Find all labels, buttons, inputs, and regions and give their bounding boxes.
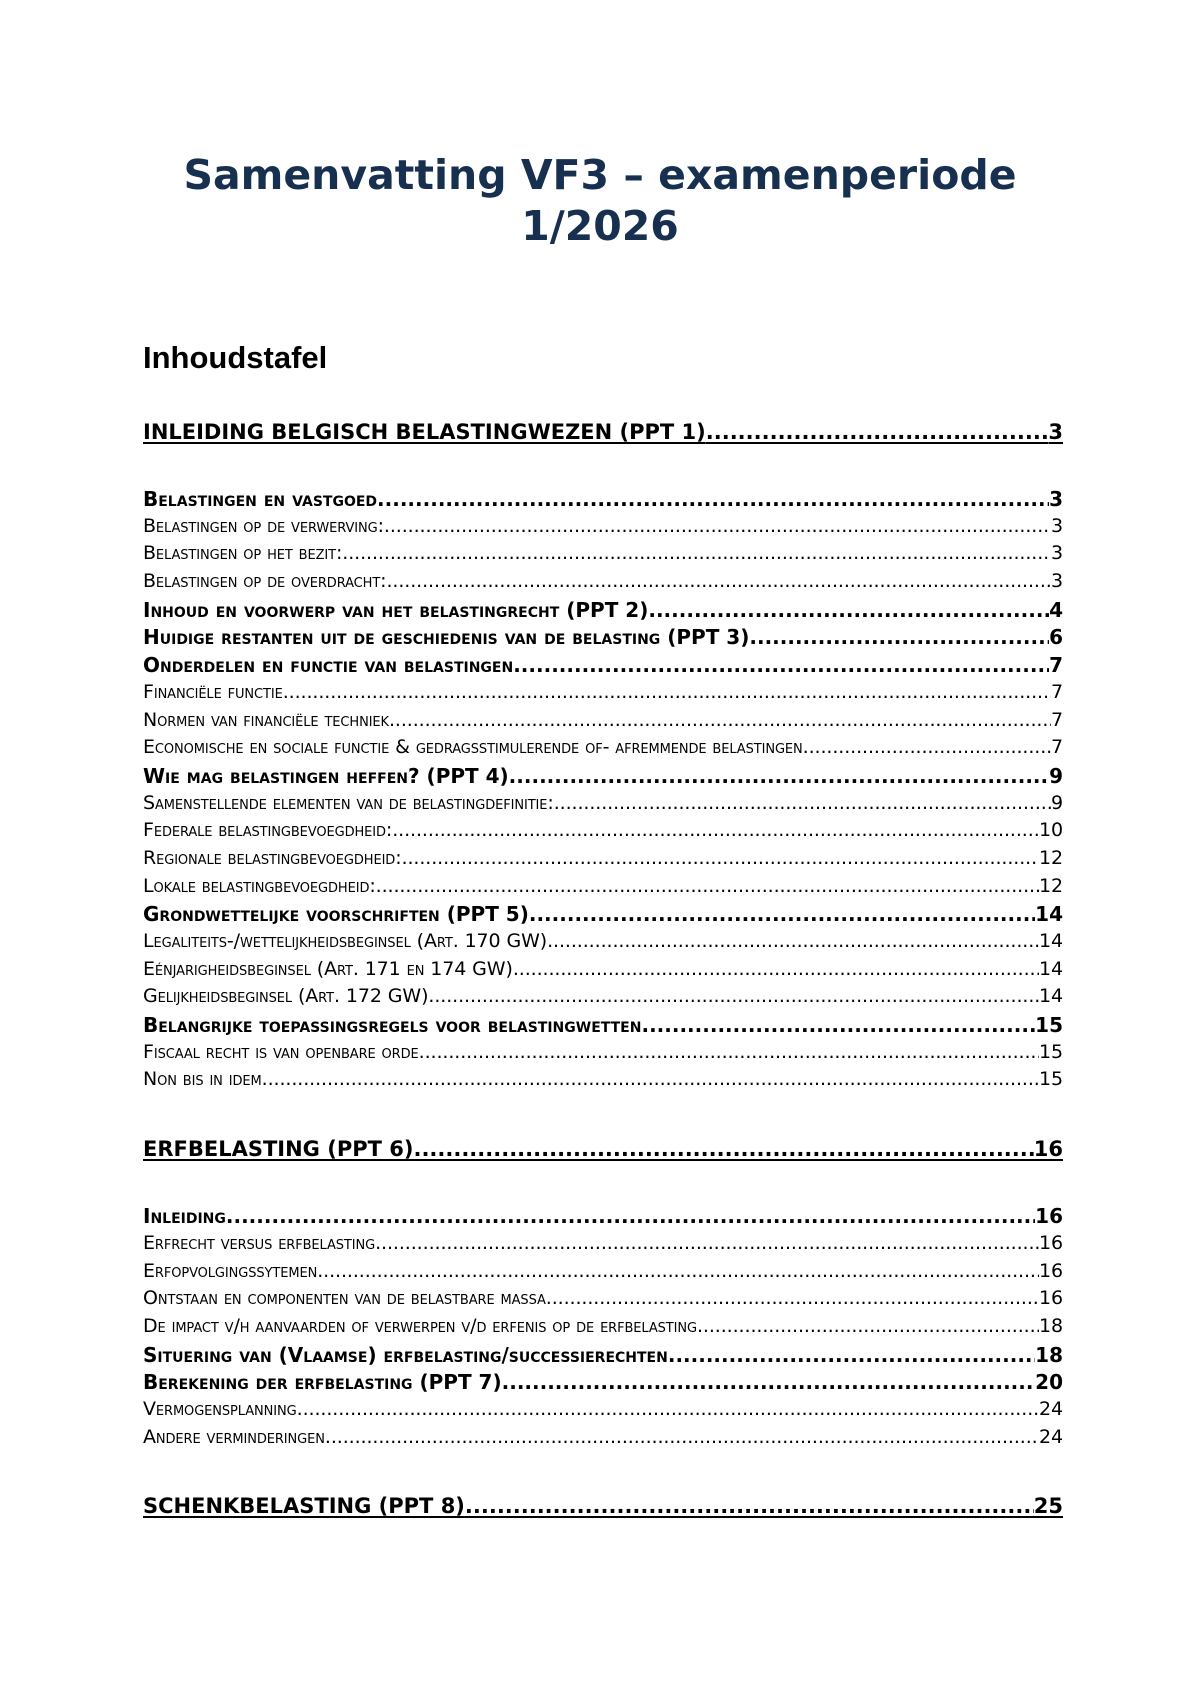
- toc-dot-leader: [413, 1137, 1033, 1161]
- toc-heading: Inhoudstafel: [143, 340, 328, 375]
- toc-page-number: 15: [1039, 1068, 1063, 1091]
- toc-entry-title: Belastingen op het bezit:: [143, 542, 343, 565]
- toc-dot-leader: [392, 819, 1039, 841]
- toc-entry-title: Financiële functie: [143, 680, 283, 703]
- toc-entry-level-3[interactable]: [143, 570, 1063, 598]
- toc-entry-title: SCHENKBELASTING (PPT 8): [143, 1494, 465, 1519]
- toc-entry-title: Inhoud en voorwerp van het belastingrecht (PPT 2): [143, 597, 649, 622]
- toc-dot-leader: [648, 598, 1049, 622]
- toc-spacer: [143, 447, 1063, 487]
- toc-dot-leader: [529, 902, 1035, 926]
- toc-entry-title: Belastingen op de overdracht:: [143, 570, 387, 593]
- toc-entry-title: Ontstaan en componenten van de belastbare massa: [143, 1287, 546, 1310]
- toc-dot-leader: [428, 985, 1039, 1007]
- toc-entry-level-3[interactable]: [143, 1315, 1063, 1343]
- toc-entry-title: Gelijkheidsbeginsel (Art. 172 GW): [143, 985, 429, 1008]
- toc-entry-title: Federale belastingbevoegdheid:: [143, 819, 393, 842]
- toc-entry-level-2[interactable]: [143, 625, 1063, 653]
- toc-page-number: 7: [1051, 736, 1063, 759]
- toc-entry-title: Onderdelen en functie van belastingen: [143, 653, 514, 678]
- toc-page-number: 24: [1039, 1397, 1063, 1420]
- toc-dot-leader: [749, 625, 1049, 649]
- toc-entry-level-3[interactable]: [143, 1426, 1063, 1454]
- toc-page-number: 7: [1051, 680, 1063, 703]
- toc-entry-title: Erfrecht versus erfbelasting: [143, 1231, 376, 1254]
- toc-entry-level-2[interactable]: [143, 1343, 1063, 1371]
- toc-dot-leader: [376, 875, 1039, 897]
- toc-entry-title: Situering van (Vlaamse) erfbelasting/successierechten: [143, 1342, 668, 1367]
- toc-entry-title: Andere verminderingen: [143, 1425, 325, 1448]
- toc-page-number: 3: [1048, 420, 1063, 444]
- toc-dot-leader: [389, 709, 1051, 731]
- toc-page-number: 14: [1035, 902, 1063, 927]
- toc-page-number: 25: [1033, 1494, 1063, 1519]
- toc-dot-leader: [419, 1041, 1039, 1063]
- toc-entry-level-3[interactable]: [143, 930, 1063, 958]
- toc-entry-title: Inleiding: [143, 1204, 226, 1229]
- toc-entry-title: De impact v/h aanvaarden of verwerpen v/d erfenis op de erfbelasting: [143, 1314, 697, 1337]
- toc-dot-leader: [509, 764, 1049, 788]
- toc-entry-title: Belangrijke toepassingsregels voor belastingwetten: [143, 1013, 642, 1038]
- toc-page-number: 15: [1035, 1013, 1063, 1038]
- toc-page-number: 9: [1051, 791, 1063, 814]
- toc-dot-leader: [325, 1426, 1039, 1448]
- toc-entry-level-1[interactable]: [143, 1137, 1063, 1164]
- toc-entry-level-2[interactable]: [143, 764, 1063, 792]
- toc-entry-level-3[interactable]: [143, 847, 1063, 875]
- toc-page-number: 14: [1039, 930, 1063, 952]
- toc-entry-title: Normen van financiële techniek: [143, 708, 389, 731]
- toc-entry-level-3[interactable]: [143, 875, 1063, 903]
- toc-page-number: 16: [1035, 1204, 1063, 1229]
- toc-dot-leader: [668, 1343, 1035, 1367]
- toc-page-number: 7: [1051, 708, 1063, 731]
- toc-entry-level-3[interactable]: [143, 1041, 1063, 1069]
- document-title: Samenvatting VF3 – examenperiode 1/2026: [183, 151, 1017, 250]
- toc-dot-leader: [513, 958, 1039, 980]
- toc-spacer: [143, 1164, 1063, 1204]
- toc-page-number: 7: [1049, 653, 1063, 678]
- toc-page-number: 6: [1049, 625, 1063, 650]
- toc-entry-level-2[interactable]: [143, 902, 1063, 930]
- toc-dot-leader: [803, 736, 1051, 758]
- toc-entry-title: Eénjarigheidsbeginsel (Art. 171 en 174 GW): [143, 957, 513, 980]
- toc-page-number: 12: [1039, 874, 1063, 897]
- toc-page-number: 16: [1039, 1259, 1063, 1282]
- toc-entry-title: Lokale belastingbevoegdheid:: [143, 874, 376, 897]
- toc-spacer: [143, 1453, 1063, 1494]
- toc-entry-level-3[interactable]: [143, 1287, 1063, 1315]
- toc-entry-title: ERFBELASTING (PPT 6): [143, 1137, 414, 1162]
- toc-dot-leader: [547, 930, 1039, 952]
- toc-page-number: 16: [1039, 1287, 1063, 1310]
- toc-entry-title: INLEIDING BELGISCH BELASTINGWEZEN (PPT 1): [143, 420, 706, 444]
- toc-entry-level-2[interactable]: [143, 598, 1063, 626]
- toc-dot-leader: [386, 570, 1051, 592]
- toc-dot-leader: [513, 653, 1049, 677]
- table-of-contents: [143, 420, 1063, 1561]
- toc-page-number: 18: [1035, 1342, 1063, 1367]
- toc-entry-title: Samenstellende elementen van de belastingdefinitie:: [143, 791, 554, 814]
- toc-page-number: 15: [1039, 1040, 1063, 1063]
- toc-page-number: 4: [1049, 597, 1063, 622]
- toc-page-number: 24: [1039, 1425, 1063, 1448]
- toc-entry-level-3[interactable]: [143, 819, 1063, 847]
- toc-dot-leader: [377, 487, 1049, 511]
- toc-entry-title: Grondwettelijke voorschriften (PPT 5): [143, 902, 529, 927]
- toc-entry-title: Erfopvolgingssytemen: [143, 1259, 318, 1282]
- toc-page-number: 12: [1039, 846, 1063, 869]
- toc-entry-level-1[interactable]: [143, 420, 1063, 447]
- toc-entry-title: Economische en sociale functie & gedragsstimulerende of- afremmende belastingen: [143, 736, 803, 759]
- toc-entry-level-3[interactable]: [143, 736, 1063, 764]
- toc-entry-level-2[interactable]: [143, 653, 1063, 681]
- toc-dot-leader: [342, 542, 1051, 564]
- toc-dot-leader: [384, 515, 1051, 537]
- toc-entry-level-3[interactable]: [143, 542, 1063, 570]
- toc-page-number: 20: [1035, 1370, 1063, 1395]
- toc-dot-leader: [465, 1494, 1034, 1518]
- toc-entry-title: Regionale belastingbevoegdheid:: [143, 846, 402, 869]
- toc-entry-level-2[interactable]: [143, 1370, 1063, 1398]
- toc-dot-leader: [502, 1370, 1036, 1394]
- toc-entry-level-3[interactable]: [143, 1398, 1063, 1426]
- toc-entry-level-1[interactable]: [143, 1494, 1063, 1521]
- toc-entry-title: Belastingen op de verwerving:: [143, 514, 384, 537]
- toc-entry-level-3[interactable]: [143, 1232, 1063, 1260]
- toc-entry-title: Non bis in idem: [143, 1068, 262, 1091]
- toc-dot-leader: [297, 1398, 1039, 1420]
- toc-dot-leader: [402, 847, 1039, 869]
- toc-page-number: 16: [1033, 1137, 1063, 1162]
- toc-page-number: 14: [1039, 985, 1063, 1008]
- toc-dot-leader: [706, 420, 1049, 444]
- toc-dot-leader: [375, 1232, 1039, 1254]
- toc-entry-title: Berekening der erfbelasting (PPT 7): [143, 1370, 502, 1395]
- toc-dot-leader: [283, 681, 1051, 703]
- toc-entry-level-3[interactable]: [143, 985, 1063, 1013]
- toc-entry-title: Belastingen en vastgoed: [143, 487, 378, 511]
- toc-dot-leader: [554, 792, 1051, 814]
- toc-entry-title: Vermogensplanning: [143, 1397, 297, 1420]
- toc-entry-level-3[interactable]: [143, 515, 1063, 543]
- toc-dot-leader: [262, 1068, 1039, 1090]
- toc-entry-title: Fiscaal recht is van openbare orde: [143, 1040, 419, 1063]
- toc-entry-level-3[interactable]: [143, 1068, 1063, 1096]
- toc-dot-leader: [546, 1287, 1039, 1309]
- toc-page-number: 3: [1049, 487, 1063, 511]
- toc-entry-level-3[interactable]: [143, 958, 1063, 986]
- toc-page-number: 10: [1039, 819, 1063, 842]
- toc-dot-leader: [226, 1204, 1035, 1228]
- toc-dot-leader: [317, 1260, 1039, 1282]
- toc-entry-level-3[interactable]: [143, 709, 1063, 737]
- toc-dot-leader: [641, 1013, 1035, 1037]
- toc-entry-level-2[interactable]: [143, 487, 1063, 515]
- toc-entry-title: Wie mag belastingen heffen? (PPT 4): [143, 763, 509, 788]
- toc-page-number: 9: [1049, 763, 1063, 788]
- toc-page-number: 14: [1039, 957, 1063, 980]
- toc-page-number: 3: [1051, 514, 1063, 537]
- toc-entry-level-2[interactable]: [143, 1013, 1063, 1041]
- toc-entry-level-3[interactable]: [143, 1260, 1063, 1288]
- toc-page-number: 3: [1051, 570, 1063, 593]
- toc-page-number: 3: [1051, 542, 1063, 565]
- toc-entry-level-3[interactable]: [143, 792, 1063, 820]
- toc-entry-title: Legaliteits-/wettelijkheidsbeginsel (Art. 170 GW): [143, 930, 548, 952]
- toc-entry-level-3[interactable]: [143, 681, 1063, 709]
- toc-entry-title: Huidige restanten uit de geschiedenis van de belasting (PPT 3): [143, 625, 750, 650]
- toc-entry-level-2[interactable]: [143, 1204, 1063, 1232]
- toc-spacer: [143, 1096, 1063, 1137]
- toc-page-number: 18: [1039, 1314, 1063, 1337]
- toc-page-number: 16: [1039, 1231, 1063, 1254]
- toc-spacer: [143, 1521, 1063, 1561]
- toc-dot-leader: [697, 1315, 1039, 1337]
